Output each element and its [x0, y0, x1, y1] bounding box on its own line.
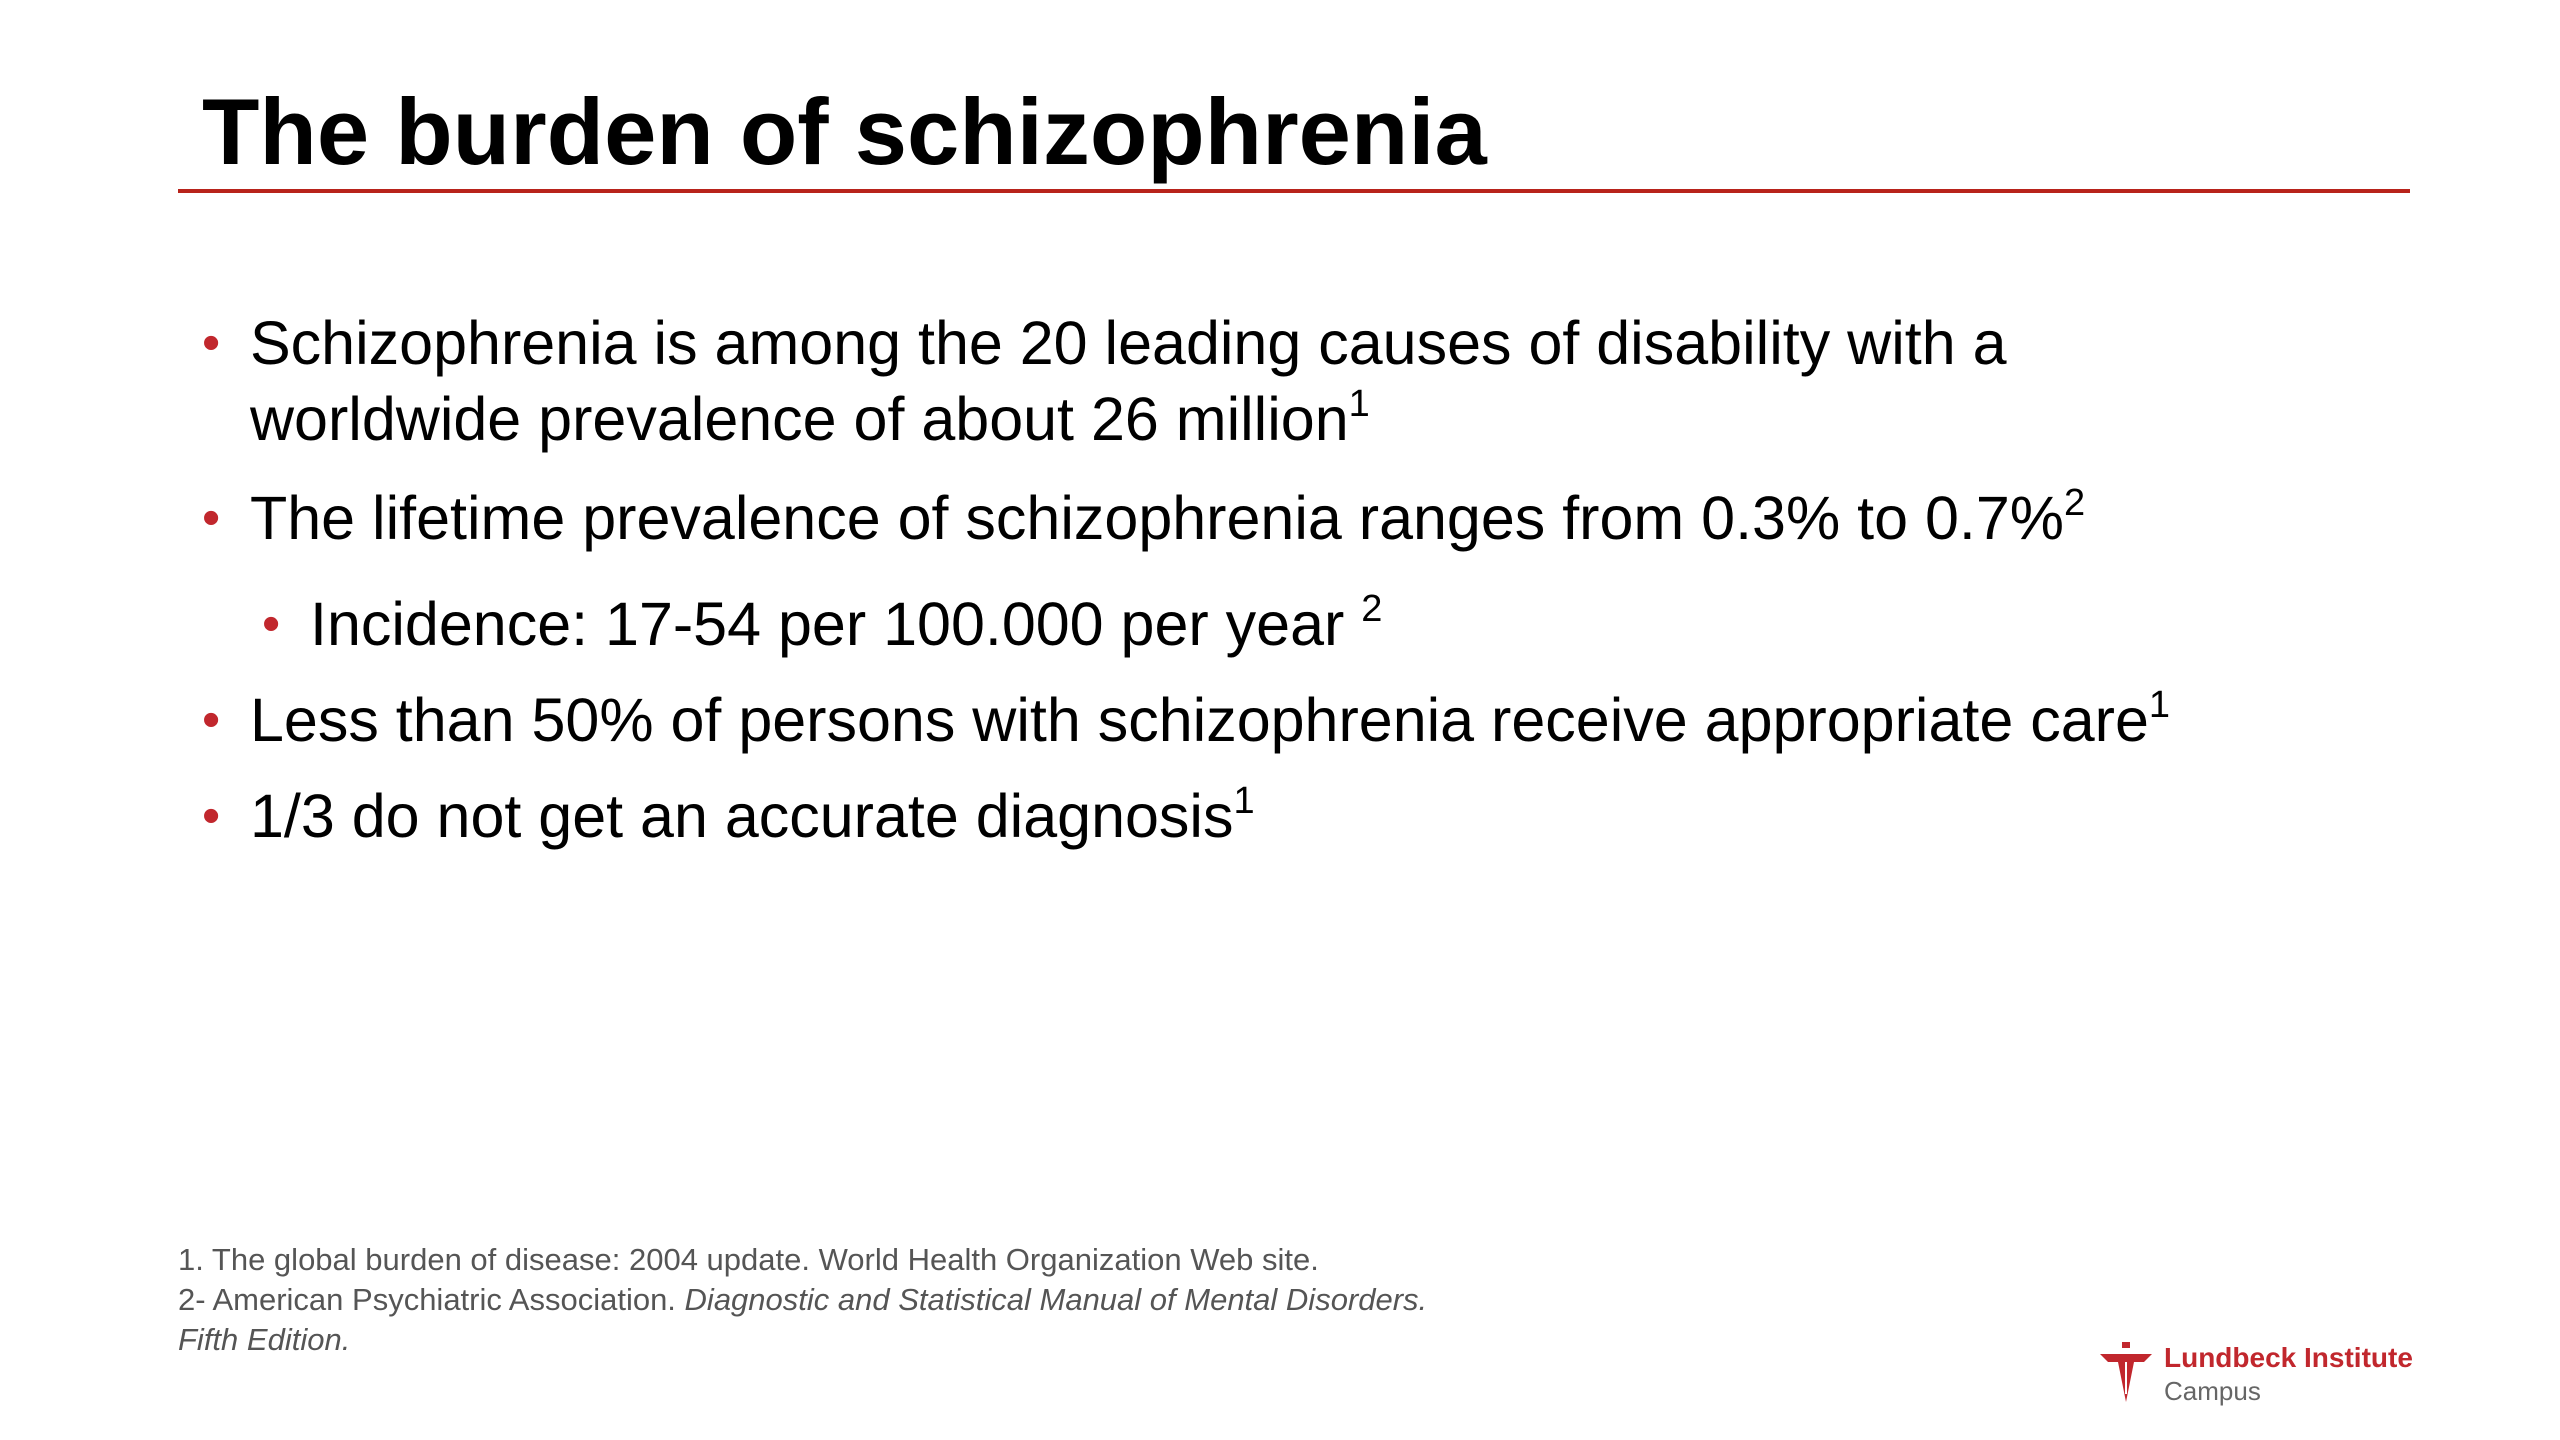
lundbeck-logo-icon — [2096, 1342, 2156, 1404]
footnote-marker: 2 — [2064, 482, 2086, 524]
footnote-marker: 2 — [1361, 588, 1383, 630]
reference-2-edition: Fifth Edition. — [178, 1322, 351, 1357]
bullet-item — [202, 480, 2085, 556]
bullet-text-line: Less than 50% of persons with schizophrenia receive appropriate care — [250, 686, 2149, 754]
footnote-marker: 1 — [2148, 684, 2171, 726]
title-underline — [178, 189, 2410, 193]
logo-subtitle: Campus — [2164, 1376, 2261, 1406]
bullet-text-line: Incidence: 17-54 per 100.000 per year — [310, 590, 1345, 658]
bullet-dot: • — [202, 787, 221, 845]
bullet-dot: • — [202, 314, 221, 372]
reference-2-title: Diagnostic and Statistical Manual of Mental Disorders. — [684, 1282, 1428, 1317]
bullet-text-line: Schizophrenia is among the 20 leading causes of disability with a — [250, 309, 2007, 377]
logo-name: Lundbeck Institute — [2164, 1342, 2413, 1373]
footnote-marker: 1 — [1233, 780, 1255, 822]
bullet-item — [202, 305, 2007, 457]
reference-2: 2- American Psychiatric Association. Diagnostic and Statistical Manual of Mental Disorders. — [178, 1282, 1428, 1317]
lundbeck-logo — [2096, 1340, 2426, 1410]
reference-1: 1. The global burden of disease: 2004 update. World Health Organization Web site. — [178, 1242, 1319, 1277]
references — [178, 1240, 1427, 1360]
bullet-dot: • — [202, 691, 221, 749]
footnote-marker: 1 — [1348, 383, 1370, 425]
sub-bullet-item — [262, 586, 1382, 662]
bullet-text-line: 1/3 do not get an accurate diagnosis — [250, 782, 1234, 850]
bullet-dot: • — [202, 489, 221, 547]
bullet-text-line: worldwide prevalence of about 26 million — [250, 385, 1349, 453]
bullet-dot: • — [262, 595, 281, 653]
slide-title: The burden of schizophrenia — [202, 79, 1487, 184]
bullet-item — [202, 682, 2170, 758]
bullet-item — [202, 778, 1255, 854]
bullet-text-line: The lifetime prevalence of schizophrenia ranges from 0.3% to 0.7% — [250, 484, 2065, 552]
